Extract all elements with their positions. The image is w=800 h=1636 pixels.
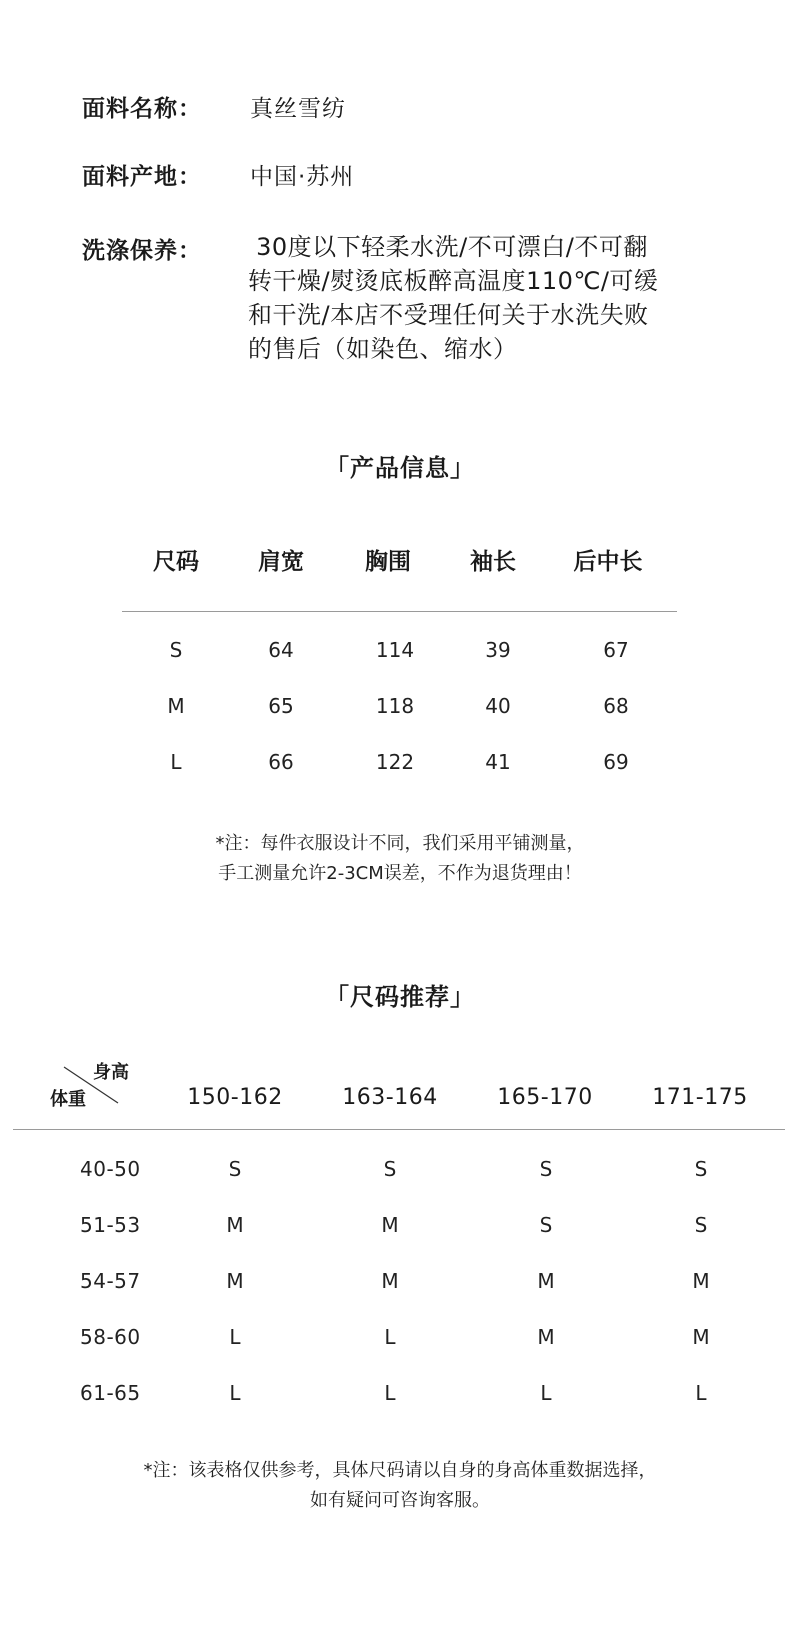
size-cell: M [537,1269,555,1293]
size-cell: L [540,1381,552,1405]
size-cell: S [383,1157,397,1181]
table-cell: 40 [485,694,511,718]
weight-range: 58-60 [80,1325,141,1349]
weight-range: 40-50 [80,1157,141,1181]
table-cell: 66 [268,750,294,774]
weight-range: 54-57 [80,1269,141,1293]
table-cell: L [170,750,182,774]
size-cell: L [384,1325,396,1349]
care-line: 转干燥/熨烫底板醉高温度110℃/可缓 [248,267,659,295]
weight-range: 61-65 [80,1381,141,1405]
note-line: *注：该表格仅供参考，具体尺码请以自身的身高体重数据选择， [143,1460,657,1481]
size-recommend-note [0,1456,800,1516]
care-line: 的售后（如染色、缩水） [248,335,518,363]
table-cell: 41 [485,750,511,774]
table-cell: 67 [603,638,629,662]
size-cell: M [381,1269,399,1293]
note-line: 如有疑问可咨询客服。 [310,1490,490,1511]
product-info-title: 「产品信息」 [325,454,475,482]
table-cell: 69 [603,750,629,774]
header-shoulder: 肩宽 [258,549,304,575]
size-cell: S [539,1213,553,1237]
note-line: *注：每件衣服设计不同，我们采用平铺测量， [215,833,585,854]
header-chest: 胸围 [365,549,411,575]
fabric-name-value: 真丝雪纺 [250,96,346,122]
height-header: 150-162 [187,1085,283,1110]
size-cell: M [537,1325,555,1349]
table-cell: 114 [375,638,415,662]
care-line: 和干洗/本店不受理任何关于水洗失败 [248,301,649,329]
product-info-note [0,829,800,889]
height-header: 165-170 [497,1085,593,1110]
recommend-header-divider [13,1129,785,1130]
size-cell: L [229,1381,241,1405]
size-cell: M [692,1269,710,1293]
care-line: 30度以下轻柔水洗/不可漂白/不可翻 [248,233,648,261]
note-line: 手工测量允许2-3CM误差，不作为退货理由！ [218,863,582,884]
corner-diagonal-line [62,1065,122,1107]
header-size: 尺码 [153,549,199,575]
size-cell: L [695,1381,707,1405]
size-cell: M [381,1213,399,1237]
weight-range: 51-53 [80,1213,141,1237]
care-instructions [248,230,718,366]
size-cell: S [228,1157,242,1181]
table-cell: 64 [268,638,294,662]
table-cell: S [169,638,183,662]
size-cell: S [539,1157,553,1181]
size-cell: S [694,1213,708,1237]
size-cell: L [384,1381,396,1405]
size-cell: M [692,1325,710,1349]
height-header: 163-164 [342,1085,438,1110]
table-cell: M [167,694,185,718]
header-back-length: 后中长 [573,549,643,575]
table-cell: 39 [485,638,511,662]
fabric-origin-label: 面料产地： [82,164,202,190]
header-sleeve: 袖长 [470,549,516,575]
fabric-name-label: 面料名称： [82,96,202,122]
fabric-origin-value: 中国·苏州 [250,164,355,190]
size-cell: M [226,1213,244,1237]
header-divider [122,611,677,612]
corner-weight-label: 体重 [50,1089,86,1110]
size-cell: S [694,1157,708,1181]
height-header: 171-175 [652,1085,748,1110]
table-cell: 118 [375,694,415,718]
table-cell: 65 [268,694,294,718]
size-recommend-title: 「尺码推荐」 [325,983,475,1011]
care-label: 洗涤保养： [82,238,202,264]
size-cell: L [229,1325,241,1349]
table-cell: 68 [603,694,629,718]
size-cell: M [226,1269,244,1293]
table-cell: 122 [375,750,415,774]
corner-height-label: 身高 [93,1062,129,1083]
